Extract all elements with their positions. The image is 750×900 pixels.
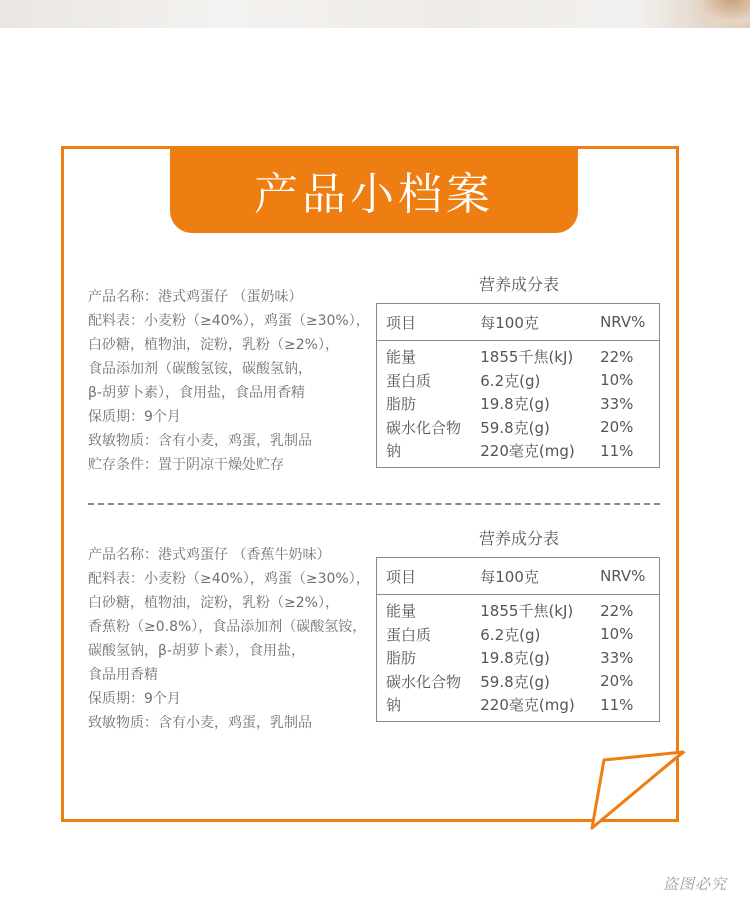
nutrition-title: 营养成分表 bbox=[478, 275, 559, 294]
nutrient-nrv: 33% bbox=[600, 394, 634, 413]
table-row bbox=[377, 670, 659, 694]
nutrient-name: 碳水化合物 bbox=[386, 418, 462, 437]
table-row bbox=[377, 369, 659, 393]
nutrient-nrv: 11% bbox=[600, 441, 634, 460]
nutrition-panel-1 bbox=[376, 273, 662, 468]
info-line: 食品添加剂（碳酸氢铵，碳酸氢钠， bbox=[88, 361, 312, 377]
nutrient-amount: 6.2克(g) bbox=[480, 625, 541, 644]
product-info-1 bbox=[88, 285, 373, 477]
nutrient-nrv: 20% bbox=[600, 418, 634, 437]
nutrient-name: 钠 bbox=[386, 442, 402, 461]
table-row bbox=[377, 345, 659, 369]
nutrition-table bbox=[376, 303, 660, 468]
nutrient-amount: 19.8克(g) bbox=[480, 649, 550, 668]
nutrient-name: 能量 bbox=[386, 602, 417, 621]
nutrient-amount: 59.8克(g) bbox=[480, 672, 550, 691]
nutrient-nrv: 33% bbox=[600, 648, 634, 667]
nutrient-amount: 220毫克(mg) bbox=[480, 696, 575, 715]
info-line: 贮存条件：置于阴凉干燥处贮存 bbox=[88, 457, 284, 473]
table-row bbox=[377, 416, 659, 440]
top-photo-strip bbox=[0, 0, 750, 28]
nutrient-nrv: 10% bbox=[600, 625, 634, 644]
folded-corner bbox=[590, 750, 686, 830]
table-row bbox=[377, 392, 659, 416]
nutrient-name: 蛋白质 bbox=[386, 371, 432, 390]
table-row bbox=[377, 439, 659, 463]
info-line: 保质期：9个月 bbox=[88, 691, 181, 707]
table-row bbox=[377, 599, 659, 623]
header-item: 项目 bbox=[386, 313, 417, 332]
info-line: 香蕉粉（≥0.8%），食品添加剂（碳酸氢铵， bbox=[88, 619, 367, 635]
page-title: 产品小档案 bbox=[254, 169, 494, 220]
info-line: 碳酸氢钠，β-胡萝卜素），食用盐， bbox=[88, 643, 305, 659]
nutrient-amount: 19.8克(g) bbox=[480, 395, 550, 414]
nutrient-name: 能量 bbox=[386, 348, 417, 367]
nutrition-header-row bbox=[377, 558, 659, 595]
info-line: 白砂糖，植物油，淀粉，乳粉（≥2%）， bbox=[88, 337, 339, 353]
header-nrv: NRV% bbox=[600, 313, 646, 331]
nutrient-name: 蛋白质 bbox=[386, 625, 432, 644]
nutrient-name: 碳水化合物 bbox=[386, 672, 462, 691]
header-item: 项目 bbox=[386, 567, 417, 586]
info-line: 配料表：小麦粉（≥40%），鸡蛋（≥30%）， bbox=[88, 313, 370, 329]
nutrient-amount: 59.8克(g) bbox=[480, 418, 550, 437]
table-row bbox=[377, 623, 659, 647]
nutrient-nrv: 20% bbox=[600, 672, 634, 691]
watermark: 盗图必究 bbox=[663, 875, 728, 893]
nutrient-amount: 1855千焦(kJ) bbox=[480, 348, 574, 367]
nutrient-amount: 1855千焦(kJ) bbox=[480, 602, 574, 621]
nutrition-title: 营养成分表 bbox=[478, 529, 559, 548]
nutrient-nrv: 22% bbox=[600, 347, 634, 366]
nutrient-name: 钠 bbox=[386, 696, 402, 715]
nutrient-name: 脂肪 bbox=[386, 649, 417, 668]
nutrient-amount: 220毫克(mg) bbox=[480, 442, 575, 461]
nutrient-name: 脂肪 bbox=[386, 395, 417, 414]
info-line: β-胡萝卜素），食用盐，食品用香精 bbox=[88, 385, 305, 401]
nutrient-nrv: 10% bbox=[600, 371, 634, 390]
title-tab bbox=[170, 147, 578, 233]
table-row bbox=[377, 646, 659, 670]
table-row bbox=[377, 693, 659, 717]
info-line: 产品名称：港式鸡蛋仔 （蛋奶味） bbox=[88, 289, 303, 305]
info-line: 致敏物质：含有小麦，鸡蛋，乳制品 bbox=[88, 433, 312, 449]
header-per100g: 每100克 bbox=[480, 567, 539, 586]
nutrition-table bbox=[376, 557, 660, 722]
header-per100g: 每100克 bbox=[480, 313, 539, 332]
nutrition-panel-2 bbox=[376, 527, 662, 722]
section-divider bbox=[88, 503, 660, 505]
info-line: 白砂糖，植物油，淀粉，乳粉（≥2%）， bbox=[88, 595, 339, 611]
nutrient-nrv: 11% bbox=[600, 695, 634, 714]
header-nrv: NRV% bbox=[600, 567, 646, 585]
info-line: 食品用香精 bbox=[88, 667, 158, 683]
nutrition-header-row bbox=[377, 304, 659, 341]
info-line: 保质期：9个月 bbox=[88, 409, 181, 425]
info-line: 产品名称：港式鸡蛋仔 （香蕉牛奶味） bbox=[88, 547, 331, 563]
nutrient-nrv: 22% bbox=[600, 601, 634, 620]
info-line: 致敏物质：含有小麦，鸡蛋，乳制品 bbox=[88, 715, 312, 731]
info-line: 配料表：小麦粉（≥40%），鸡蛋（≥30%）， bbox=[88, 571, 370, 587]
product-info-2 bbox=[88, 543, 373, 735]
nutrient-amount: 6.2克(g) bbox=[480, 371, 541, 390]
